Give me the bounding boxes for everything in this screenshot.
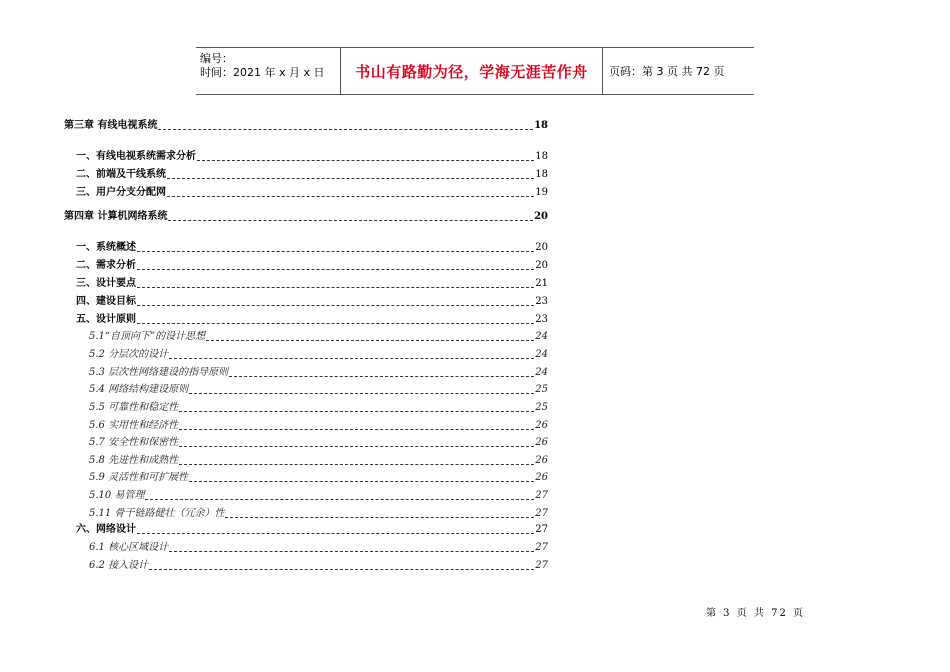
header-id-label: 编号： (200, 52, 233, 65)
toc-entry[interactable] (89, 329, 548, 343)
toc-entry-page-number: 20 (534, 211, 548, 222)
toc-leader-dots (179, 429, 534, 430)
toc-entry[interactable] (89, 488, 548, 502)
toc-entry[interactable] (89, 400, 548, 414)
toc-entry-page-number: 24 (535, 349, 548, 360)
toc-entry[interactable] (76, 258, 548, 272)
toc-entry-page-number: 18 (535, 169, 548, 180)
toc-entry-page-number: 24 (535, 367, 548, 378)
toc-entry-label: 5.1“自顶向下”的设计思想 (89, 331, 206, 342)
toc-leader-dots (169, 551, 534, 552)
toc-entry-page-number: 27 (535, 560, 548, 571)
toc-leader-dots (149, 569, 534, 570)
toc-entry-label: 5.6 实用性和经济性 (89, 420, 179, 431)
toc-entry-page-number: 23 (535, 296, 548, 307)
toc-entry-page-number: 26 (535, 455, 548, 466)
toc-entry-page-number: 25 (535, 402, 548, 413)
toc-entry-label: 6.2 接入设计 (89, 560, 149, 571)
toc-entry-page-number: 26 (535, 420, 548, 431)
toc-entry-page-number: 21 (535, 278, 548, 289)
toc-entry-label: 一、有线电视系统需求分析 (76, 151, 196, 162)
toc-entry-label: 6.1 核心区域设计 (89, 542, 169, 553)
toc-leader-dots (169, 358, 534, 359)
header-page-info: 页码：第 3 页 共 72 页 (609, 65, 725, 78)
toc-leader-dots (179, 464, 534, 465)
toc-leader-dots (137, 305, 534, 306)
toc-entry-label: 二、前端及干线系统 (76, 169, 166, 180)
toc-leader-dots (137, 323, 534, 324)
toc-entry-page-number: 26 (535, 437, 548, 448)
toc-entry-page-number: 27 (535, 542, 548, 553)
toc-entry[interactable] (89, 418, 548, 432)
toc-entry-page-number: 20 (535, 242, 548, 253)
toc-entry-label: 第三章 有线电视系统 (64, 120, 158, 131)
toc-leader-dots (137, 287, 534, 288)
toc-entry-label: 二、需求分析 (76, 260, 136, 271)
toc-entry-label: 5.4 网络结构建设原则 (89, 384, 189, 395)
toc-entry-label: 5.3 层次性网络建设的指导原则 (89, 367, 229, 378)
toc-entry-label: 六、网络设计 (76, 524, 136, 535)
toc-entry[interactable] (89, 470, 548, 484)
toc-entry[interactable] (64, 209, 548, 223)
toc-entry-page-number: 27 (535, 524, 548, 535)
toc-entry[interactable] (89, 347, 548, 361)
toc-entry[interactable] (76, 522, 548, 536)
toc-leader-dots (137, 251, 534, 252)
toc-entry-page-number: 27 (535, 490, 548, 501)
toc-leader-dots (145, 499, 534, 500)
toc-entry-label: 三、用户分支分配网 (76, 187, 166, 198)
toc-leader-dots (229, 376, 534, 377)
toc-entry-label: 5.8 先进性和成熟性 (89, 455, 179, 466)
toc-entry-page-number: 26 (535, 472, 548, 483)
toc-entry-page-number: 20 (535, 260, 548, 271)
toc-entry-label: 5.9 灵活性和可扩展性 (89, 472, 189, 483)
toc-entry[interactable] (64, 118, 548, 132)
toc-entry[interactable] (89, 540, 548, 554)
page-footer: 第 3 页 共 72 页 (706, 608, 805, 619)
toc-entry-page-number: 18 (535, 151, 548, 162)
toc-leader-dots (197, 160, 534, 161)
toc-entry-page-number: 24 (535, 331, 548, 342)
toc-entry-label: 5.11 骨干链路健壮（冗余）性 (89, 508, 225, 519)
toc-entry[interactable] (76, 167, 548, 181)
header-time: 时间：2021 年 x 月 x 日 (200, 66, 325, 79)
toc-leader-dots (167, 196, 534, 197)
toc-entry-label: 5.2 分层次的设计 (89, 349, 169, 360)
toc-entry[interactable] (89, 558, 548, 572)
toc-entry-label: 5.5 可靠性和稳定性 (89, 402, 179, 413)
toc-entry[interactable] (76, 149, 548, 163)
toc-entry[interactable] (89, 382, 548, 396)
toc-leader-dots (168, 220, 533, 221)
toc-entry-label: 五、设计原则 (76, 314, 136, 325)
toc-entry[interactable] (89, 453, 548, 467)
toc-entry-label: 5.10 易管理 (89, 490, 145, 501)
toc-leader-dots (167, 178, 534, 179)
toc-leader-dots (137, 269, 534, 270)
toc-entry-page-number: 19 (535, 187, 548, 198)
toc-leader-dots (206, 340, 534, 341)
toc-entry[interactable] (76, 294, 548, 308)
toc-entry[interactable] (76, 276, 548, 290)
toc-entry[interactable] (76, 312, 548, 326)
toc-entry-page-number: 27 (535, 508, 548, 519)
toc-leader-dots (189, 481, 534, 482)
toc-leader-dots (179, 446, 534, 447)
toc-entry-page-number: 23 (535, 314, 548, 325)
toc-entry[interactable] (89, 506, 548, 520)
toc-entry-label: 第四章 计算机网络系统 (64, 211, 168, 222)
toc-entry[interactable] (76, 240, 548, 254)
toc-entry-page-number: 25 (535, 384, 548, 395)
toc-leader-dots (189, 393, 534, 394)
toc-entry-label: 三、设计要点 (76, 278, 136, 289)
header-motto: 书山有路勤为径，学海无涯苦作舟 (340, 48, 603, 94)
toc-entry[interactable] (76, 185, 548, 199)
toc-leader-dots (225, 517, 534, 518)
toc-entry-label: 一、系统概述 (76, 242, 136, 253)
toc-entry-label: 四、建设目标 (76, 296, 136, 307)
toc-entry-page-number: 18 (534, 120, 548, 131)
toc-leader-dots (137, 533, 534, 534)
toc-leader-dots (158, 129, 533, 130)
toc-leader-dots (179, 411, 534, 412)
toc-entry[interactable] (89, 365, 548, 379)
toc-entry-label: 5.7 安全性和保密性 (89, 437, 179, 448)
toc-entry[interactable] (89, 435, 548, 449)
